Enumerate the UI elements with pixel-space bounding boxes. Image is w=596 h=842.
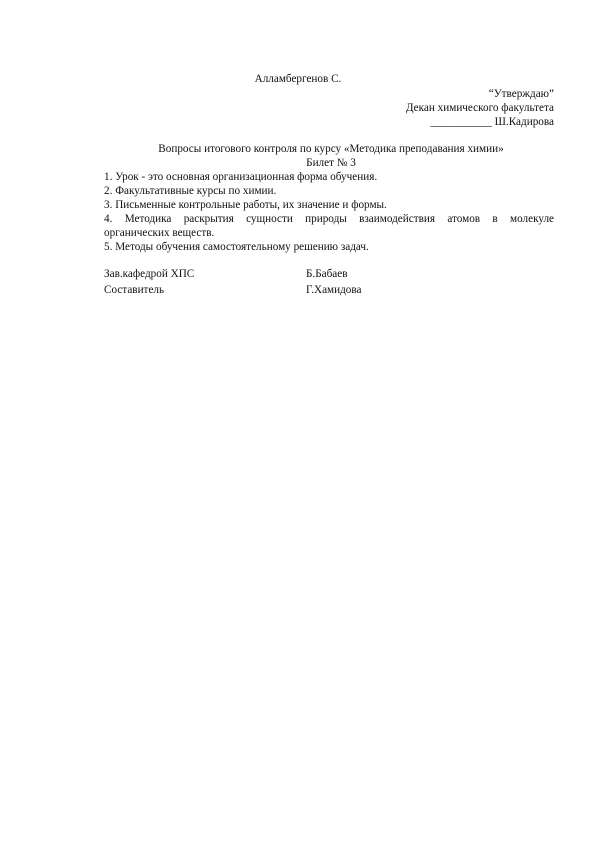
head-of-department-label: Зав.кафедрой ХПС (104, 268, 195, 280)
head-of-department-name: Б.Бабаев (306, 268, 348, 280)
dean-signature-line: ___________ Ш.Кадирова (430, 116, 554, 128)
ticket-number: Билет № 3 (306, 157, 356, 169)
compiler-name: Г.Хамидова (306, 284, 362, 296)
approval-stamp: “Утверждаю” (488, 88, 554, 100)
dean-position: Декан химического факультета (405, 102, 554, 114)
compiler-label: Составитель (104, 284, 165, 296)
question-4-continued: органических веществ. (104, 227, 215, 239)
question-4: 4. Методика раскрытия сущности природы взаимодействия атомов в молекуле (104, 213, 554, 225)
question-1: 1. Урок - это основная организационная форма обучения. (104, 171, 378, 183)
question-5: 5. Методы обучения самостоятельному решению задач. (104, 241, 369, 253)
question-3: 3. Письменные контрольные работы, их значение и формы. (104, 199, 387, 211)
document-title: Вопросы итогового контроля по курсу «Методика преподавания химии» (158, 143, 504, 155)
question-2: 2. Факультативные курсы по химии. (104, 185, 277, 197)
author-name: Алламбергенов С. (254, 73, 342, 85)
